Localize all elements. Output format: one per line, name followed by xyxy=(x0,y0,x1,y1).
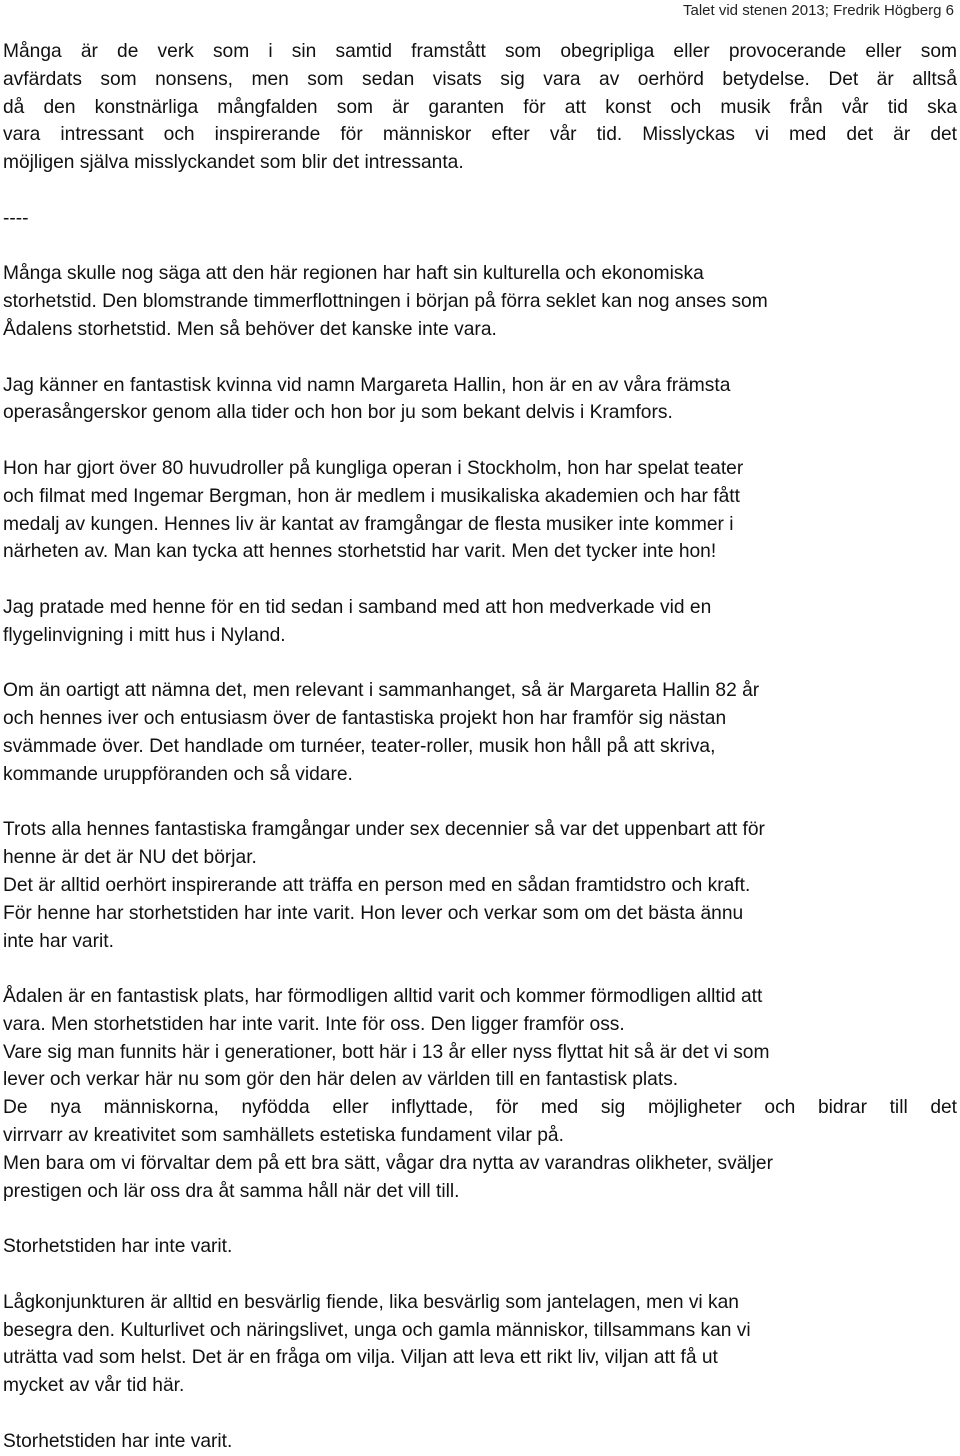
text-line: För henne har storhetstiden har inte varit. Hon lever och verkar som om det bästa ännu xyxy=(3,902,744,924)
text-line: Ådalens storhetstid. Men så behöver det kanske inte vara. xyxy=(3,318,497,340)
blank-line xyxy=(3,1261,957,1289)
text-line: möjligen själva misslyckandet som blir det intressanta. xyxy=(3,152,464,174)
text-line: vara intressant och inspirerande för människor efter vår tid. Misslyckas vi med det är det xyxy=(3,124,957,146)
text-line: kommande uruppföranden och så vidare. xyxy=(3,763,353,785)
text-line: prestigen och lär oss dra åt samma håll när det vill till. xyxy=(3,1180,460,1202)
text-line: inte har varit. xyxy=(3,930,114,952)
text-line: operasångerskor genom alla tider och hon bor ju som bekant delvis i Kramfors. xyxy=(3,402,673,424)
text-line: uträtta vad som helst. Det är en fråga om vilja. Viljan att leva ett rikt liv, viljan att få ut xyxy=(3,1347,718,1369)
blank-line xyxy=(3,177,957,205)
text-line: Storhetstiden har inte varit. xyxy=(3,1236,233,1258)
blank-line xyxy=(3,566,957,594)
text-line: närheten av. Man kan tycka att hennes storhetstid har varit. Men det tycker inte hon! xyxy=(3,541,717,563)
text-line: medalj av kungen. Hennes liv är kantat av framgångar de flesta musiker inte kommer i xyxy=(3,513,734,535)
text-line: Vare sig man funnits här i generationer, bott här i 13 år eller nyss flyttat hit så är det vi som xyxy=(3,1041,770,1063)
text-line: Jag känner en fantastisk kvinna vid namn Margareta Hallin, hon är en av våra främsta xyxy=(3,374,731,396)
text-line: Men bara om vi förvaltar dem på ett bra sätt, vågar dra nytta av varandras olikheter, sväljer xyxy=(3,1152,773,1174)
text-line: svämmade över. Det handlade om turnéer, teater-roller, musik hon håll på att skriva, xyxy=(3,735,716,757)
text-line: mycket av vår tid här. xyxy=(3,1375,185,1397)
text-line: lever och verkar här nu som gör den här delen av världen till en fantastisk plats. xyxy=(3,1069,679,1091)
text-line: Om än oartigt att nämna det, men relevant i sammanhanget, så är Margareta Hallin 82 år xyxy=(3,680,760,702)
text-line: vara. Men storhetstiden har inte varit. Inte för oss. Den ligger framför oss. xyxy=(3,1013,625,1035)
text-line: De nya människorna, nyfödda eller inflyttade, för med sig möjligheter och bidrar till det xyxy=(3,1097,957,1119)
text-line: Lågkonjunkturen är alltid en besvärlig fiende, lika besvärlig som jantelagen, men vi kan xyxy=(3,1291,739,1313)
blank-line xyxy=(3,1400,957,1428)
text-line: och hennes iver och entusiasm över de fantastiska projekt hon har framför sig nästan xyxy=(3,708,727,730)
text-line: Det är alltid oerhört inspirerande att träffa en person med en sådan framtidstro och kraft. xyxy=(3,874,751,896)
text-line: Hon har gjort över 80 huvudroller på kungliga operan i Stockholm, hon har spelat teater xyxy=(3,457,744,479)
text-line: flygelinvigning i mitt hus i Nyland. xyxy=(3,624,286,646)
blank-line xyxy=(3,233,957,261)
text-line: storhetstid. Den blomstrande timmerflottningen i början på förra seklet kan nog anses som xyxy=(3,291,768,313)
text-line: avfärdats som nonsens, men som sedan visats sig vara av oerhörd betydelse. Det är alltså xyxy=(3,68,957,90)
text-line: Många är de verk som i sin samtid framstått som obegripliga eller provocerande eller som xyxy=(3,41,957,62)
text-line: och filmat med Ingemar Bergman, hon är medlem i musikaliska akademien och har fått xyxy=(3,485,740,507)
text-line: Ådalen är en fantastisk plats, har förmodligen alltid varit och kommer förmodligen alltid att xyxy=(3,986,763,1008)
text-line: virrvarr av kreativitet som samhällets estetiska fundament vilar på. xyxy=(3,1125,564,1147)
text-line: Många skulle nog säga att den här regionen har haft sin kulturella och ekonomiska xyxy=(3,263,704,285)
blank-line xyxy=(3,344,957,372)
text-line: besegra den. Kulturlivet och näringslivet, unga och gamla människor, tillsammans kan vi xyxy=(3,1319,751,1341)
text-line: Trots alla hennes fantastiska framgångar under sex decennier så var det uppenbart att för xyxy=(3,819,765,841)
blank-line xyxy=(3,650,957,678)
blank-line xyxy=(3,789,957,817)
text-line: då den konstnärliga mångfalden som är garanten för att konst och musik från vår tid ska xyxy=(3,96,957,118)
running-header: Talet vid stenen 2013; Fredrik Högberg 6 xyxy=(683,2,954,19)
blank-line xyxy=(3,955,957,983)
document-body xyxy=(3,38,957,1456)
text-line: henne är det är NU det börjar. xyxy=(3,847,257,869)
blank-line xyxy=(3,427,957,455)
blank-line xyxy=(3,1205,957,1233)
text-line: Jag pratade med henne för en tid sedan i samband med att hon medverkade vid en xyxy=(3,596,712,618)
text-line: Storhetstiden har inte varit. xyxy=(3,1430,233,1452)
separator: ---- xyxy=(3,207,29,229)
